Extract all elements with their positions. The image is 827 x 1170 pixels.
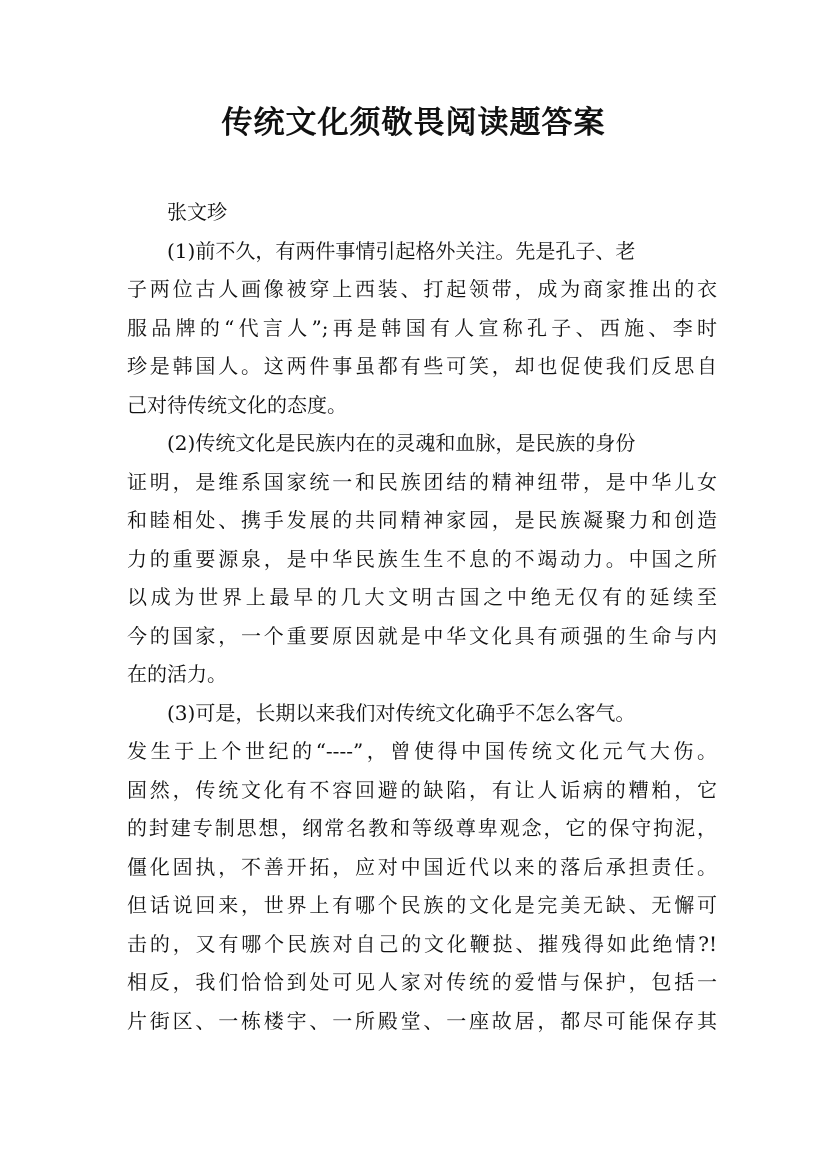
paragraph-line: (2)传统文化是民族内在的灵魂和血脉，是民族的身份 bbox=[167, 431, 636, 455]
paragraph-line: 今的国家，一个重要原因就是中华文化具有顽强的生命与内 bbox=[127, 623, 717, 648]
paragraph-1 bbox=[127, 232, 717, 425]
paragraph-line: 在的活力。 bbox=[127, 662, 227, 686]
paragraph-2 bbox=[127, 424, 717, 694]
paragraph-line: 力的重要源泉，是中华民族生生不息的不竭动力。中国之所 bbox=[127, 546, 717, 571]
document-title: 传统文化须敬畏阅读题答案 bbox=[221, 105, 606, 141]
paragraph-line: 子两位古人画像被穿上西装、打起领带，成为商家推出的衣 bbox=[127, 277, 717, 301]
paragraph-line: 己对待传统文化的态度。 bbox=[127, 392, 347, 417]
paragraph-line: 的封建专制思想，纲常名教和等级尊卑观念，它的保守拘泥， bbox=[127, 816, 717, 840]
paragraph-line: 固然，传统文化有不容回避的缺陷，有让人诟病的糟粕，它 bbox=[127, 777, 717, 802]
article-body bbox=[127, 193, 717, 1040]
paragraph-line: 发生于上个世纪的“----”，曾使得中国传统文化元气大伤。 bbox=[127, 739, 717, 763]
paragraph-line: 片街区、一栋楼宇、一所殿堂、一座故居，都尽可能保存其 bbox=[127, 1008, 717, 1033]
paragraph-line: 相反，我们恰恰到处可见人家对传统的爱惜与保护，包括一 bbox=[127, 970, 717, 994]
paragraph-line: 僵化固执，不善开拓，应对中国近代以来的落后承担责任。 bbox=[127, 854, 717, 879]
paragraph-line: 服品牌的“代言人”;再是韩国有人宣称孔子、西施、李时 bbox=[127, 315, 717, 340]
paragraph-line: 击的，又有哪个民族对自己的文化鞭挞、摧残得如此绝情?! bbox=[127, 931, 717, 956]
paragraph-line: 和睦相处、携手发展的共同精神家园，是民族凝聚力和创造 bbox=[127, 508, 717, 532]
paragraph-3 bbox=[127, 694, 717, 1041]
paragraph-line: 以成为世界上最早的几大文明古国之中绝无仅有的延续至 bbox=[127, 585, 717, 609]
paragraph-line: (1)前不久，有两件事情引起格外关注。先是孔子、老 bbox=[167, 238, 636, 263]
paragraph-line: 证明，是维系国家统一和民族团结的精神纽带，是中华儿女 bbox=[127, 469, 717, 494]
paragraph-line: (3)可是，长期以来我们对传统文化确乎不怎么客气。 bbox=[167, 700, 636, 725]
author-name: 张文珍 bbox=[167, 200, 227, 224]
paragraph-line: 但话说回来，世界上有哪个民族的文化是完美无缺、无懈可 bbox=[127, 893, 717, 917]
paragraph-line: 珍是韩国人。这两件事虽都有些可笑，却也促使我们反思自 bbox=[127, 354, 717, 378]
